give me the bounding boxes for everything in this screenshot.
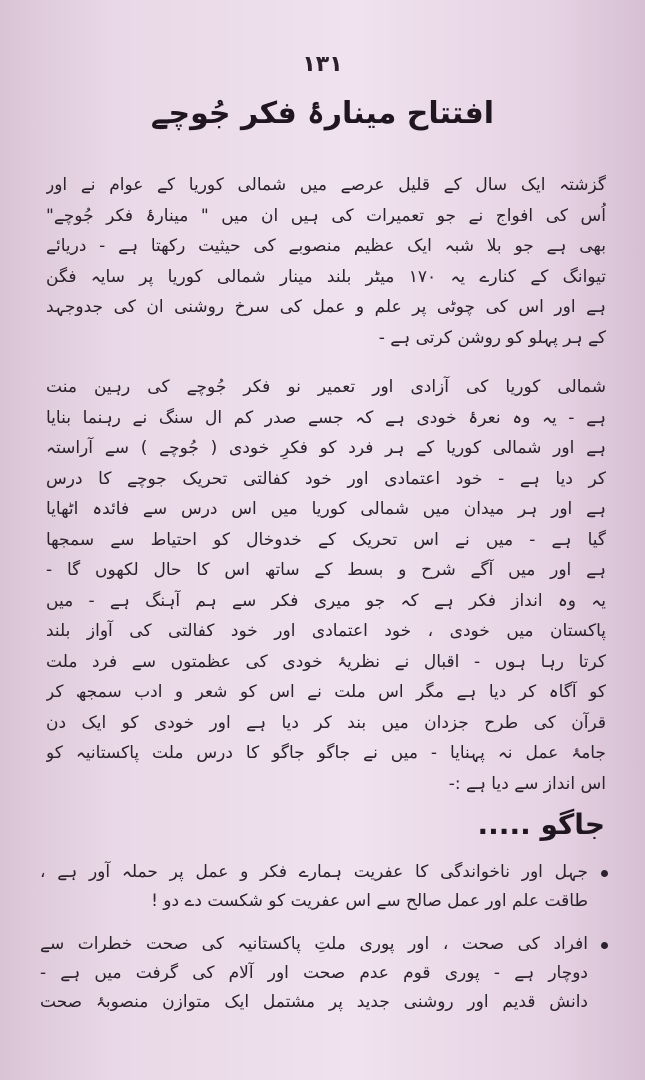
text-line: دوچار ہے - پوری قوم عدم صحت اور آلام کی گرفت میں ہے - [40,963,588,983]
bullet-dot-icon [601,870,608,877]
text-line: کے ہر پہلو کو روشن کرتی ہے - [378,327,606,348]
page-title: افتتاح مینارۂ فکر جُوچے [150,96,495,131]
text-line: ہے اور اس کی چوٹی پر علم و عمل کی سرخ روشنی ان کی جدوجہد [46,297,606,317]
text-line: دانش قدیم اور روشنی جدید پر مشتمل ایک متوازن منصوبۂ صحت [40,992,588,1012]
text-line: کر دیا ہے - خود اعتمادی اور خود کفالتی تحریک جوچے کا درس [46,468,606,489]
page-number: ۱۳۱ [302,52,343,77]
text-line: قرآن کی طرح جزدان میں بند کر دیا ہے اور خودی کو ایک دن [46,712,606,733]
text-line: کرتا رہا ہوں - اقبال نے نظریۂ خودی کی عظمتوں سے فرد ملت [46,651,606,672]
bullet-dot-icon [601,942,608,949]
bullet-item [40,930,610,1017]
text-line: ہے اور میں آگے شرح و بسط کے ساتھ اس کا حال لکھوں گا - [46,560,606,580]
text-line: گزشتہ ایک سال کے قلیل عرصے میں شمالی کوریا کے عوام نے اور [46,175,606,195]
bullet-body [40,858,610,916]
text-line: جامۂ عمل نہ پہنایا - میں نے جاگو جاگو کا درس ملت پاکستانیہ کو [46,743,606,763]
text-line: گیا ہے - میں نے اس تحریک کے خدوخال کو احتیاط سے سمجھا [46,529,606,550]
text-line: افراد کی صحت ، اور پوری ملتِ پاکستانیہ کی صحت خطرات سے [40,934,588,954]
paragraph-2 [46,372,606,799]
text-line: ہے اور ہر میدان میں شمالی کوریا میں اس درس سے فائدہ اٹھایا [46,499,606,519]
text-line: شمالی کوریا کی آزادی اور تعمیر نو فکر جُوچے کی رہین منت [46,377,606,397]
text-line: یہ وہ انداز فکر ہے کہ جو میری فکر سے ہم آہنگ ہے - میں [46,590,606,611]
section-heading: جاگو ..... [477,808,605,841]
text-line: ہے اور شمالی کوریا کے ہر فرد کو فکرِ خودی ( جُوچے ) سے آراستہ [46,438,606,458]
bullet-item [40,858,610,916]
text-line: پاکستان میں خودی ، خود اعتمادی اور خود کفالتی کی آواز بلند [46,621,606,641]
text-line: تیوانگ کے کنارے یہ ۱۷۰ میٹر بلند مینار شمالی کوریا پر سایہ فگن [46,266,606,287]
text-line: کو آگاہ کر دیا ہے مگر اس ملت نے اس کو شعر و ادب سمجھ کر [46,682,606,702]
bullet-body [40,930,610,1017]
text-line: طاقت علم اور عمل صالح سے اس عفریت کو شکست دے دو ! [151,891,588,911]
text-line: ہے - یہ وہ نعرۂ خودی ہے کہ جسے صدر کم ال سنگ نے رہنما بنایا [46,407,606,428]
text-line: اس انداز سے دیا ہے :- [448,773,606,794]
text-line: اُس کی افواج نے جو تعمیرات کی ہیں ان میں " مینارۂ فکر جُوچے" [46,205,606,226]
text-line: بھی ہے جو بلا شبہ ایک عظیم منصوبے کی حیثیت رکھتا ہے - دریائے [46,236,606,256]
text-line: جہل اور ناخواندگی کا عفریت ہمارے فکر و عمل پر حملہ آور ہے ، [40,862,588,882]
paragraph-1 [46,170,606,353]
